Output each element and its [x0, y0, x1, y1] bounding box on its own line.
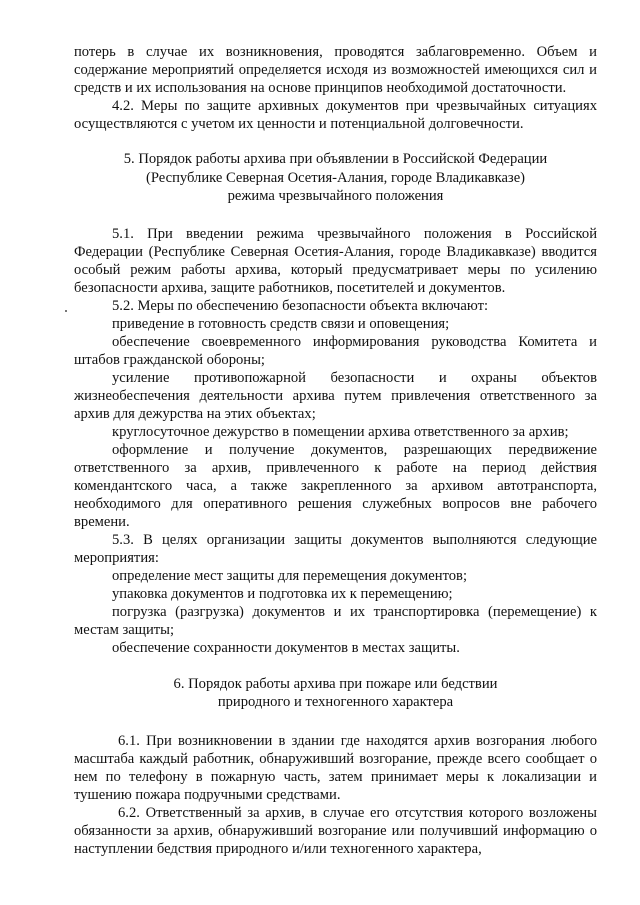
scan-speck [65, 310, 67, 312]
section-5-heading-line-2: (Республике Северная Осетия-Алания, городе Владикавказе) [145, 169, 526, 186]
list-item-5-3-c: погрузка (разгрузка) документов и их транспортировка (перемещение) к местам защиты; [74, 603, 597, 638]
paragraph-continuation: потерь в случае их возникновения, проводятся заблаговременно. Объем и содержание мероприятий определяется исходя из возможностей имеющихся сил и средств и их использования на основе принципов необходимой достаточности. [74, 44, 597, 96]
list-item-5-2-e: оформление и получение документов, разрешающих передвижение ответственного за архив, привлеченного к работе на период действия комендантского часа, а также закрепленного за архивом автотранспорта, необходимого для оперативного решения служебных вопросов вне рабочего времени. [74, 441, 597, 530]
paragraph-4-2: 4.2. Меры по защите архивных документов при чрезвычайных ситуациях осуществляются с учетом их ценности и потенциальной долговечности. [74, 98, 597, 132]
section-5-heading [74, 150, 597, 206]
paragraph-6-1: 6.1. При возникновении в здании где находятся архив возгорания любого масштаба каждый работник, обнаруживший возгорание, прежде всего сообщает о нем по телефону в пожарную часть, затем принимает меры к локализации и тушению пожара подручными средствами. [74, 732, 597, 803]
section-5-heading-line-3: режима чрезвычайного положения [227, 188, 444, 204]
section-6-heading-line-1: 6. Порядок работы архива при пожаре или бедствии [173, 675, 498, 692]
paragraph-5-1: 5.1. При введении режима чрезвычайного положения в Российской Федерации (Республике Северная Осетия-Алания, городе Владикавказе) вводится особый режим работы архива, который предусматривает меры по усилению безопасности архива, защите работников, посетителей и документов. [74, 225, 597, 296]
list-item-5-2-d: круглосуточное дежурство в помещении архива ответственного за архив; [112, 423, 569, 440]
list-item-5-3-b: упаковка документов и подготовка их к перемещению; [112, 585, 453, 602]
section-6-heading-line-2: природного и техногенного характера [217, 694, 454, 710]
paragraph-5-3: 5.3. В целях организации защиты документов выполняются следующие мероприятия: [74, 531, 597, 566]
document-body [74, 43, 597, 858]
list-item-5-3-d: обеспечение сохранности документов в местах защиты. [112, 639, 460, 656]
paragraph-6-2: 6.2. Ответственный за архив, в случае его отсутствия которого возложены обязанности за архив, обнаруживший возгорание или получивший информацию о наступлении бедствия природного и/или техногенного характера, [74, 804, 597, 857]
list-item-5-2-b: обеспечение своевременного информирования руководства Комитета и штабов гражданской обороны; [74, 333, 597, 368]
section-6-heading [74, 675, 597, 712]
list-item-5-2-c: усиление противопожарной безопасности и охраны объектов жизнеобеспечения деятельности архива путем привлечения ответственного за архив для дежурства на этих объектах; [74, 369, 597, 422]
paragraph-5-2: 5.2. Меры по обеспечению безопасности объекта включают: [112, 297, 489, 314]
section-5-heading-line-1: 5. Порядок работы архива при объявлении в Российской Федерации [123, 151, 548, 167]
list-item-5-3-a: определение мест защиты для перемещения документов; [112, 567, 467, 584]
list-item-5-2-a: приведение в готовность средств связи и оповещения; [112, 315, 450, 332]
